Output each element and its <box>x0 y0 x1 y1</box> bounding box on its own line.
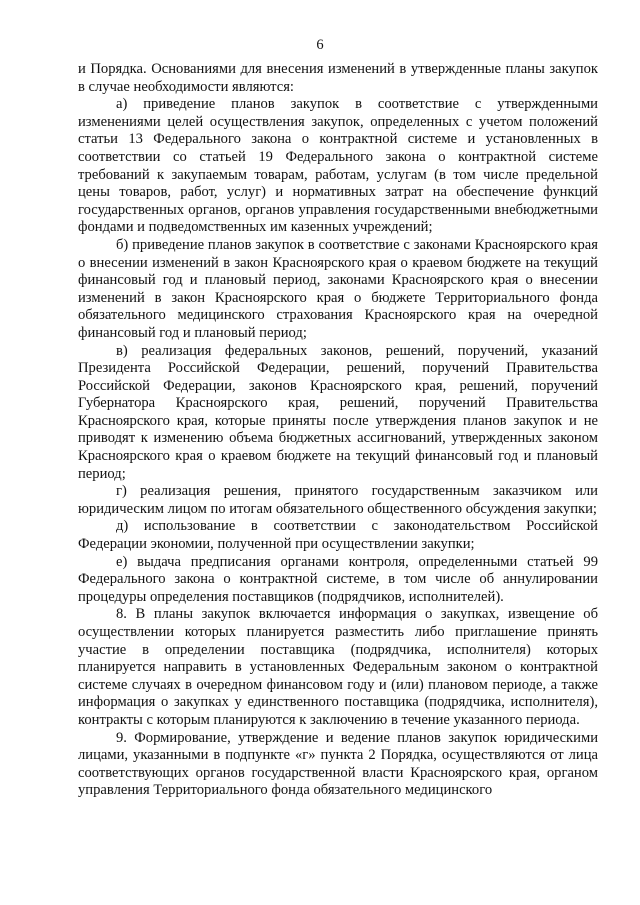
paragraph-item-g: г) реализация решения, принятого государственным заказчиком или юридическим лицом по итогам обязательного общественного обсуждения закупки; <box>78 483 598 517</box>
paragraph-item-a: а) приведение планов закупок в соответствие с утвержденными изменениями целей осуществления закупок, определенных с учетом положений статьи 13 Федерального закона о контрактной системе и установленных в соответствии со статьей 19 Федерального закона о контрактной системе требований к закупаемым товарам, работам, услугам (в том числе предельной цены товаров, работ, услуг) и нормативных затрат на обеспечение функций государственных органов, органов управления государственными внебюджетными фондами и подведомственных им казенных учреждений; <box>78 96 598 236</box>
page-number: 6 <box>316 37 324 53</box>
document-body <box>78 61 598 800</box>
paragraph-clause-9: 9. Формирование, утверждение и ведение планов закупок юридическими лицами, указанными в подпункте «г» пункта 2 Порядка, осуществляются от лица соответствующих органов государственной власти Красноярского края, органом управления Территориального фонда обязательного медицинского <box>78 729 598 799</box>
paragraph-intro: и Порядка. Основаниями для внесения изменений в утвержденные планы закупок в случае необходимости являются: <box>78 61 598 95</box>
paragraph-item-e: е) выдача предписания органами контроля, определенными статьей 99 Федерального закона о контрактной системе, в том числе об аннулировании процедуры определения поставщиков (подрядчиков, исполнителей). <box>78 553 598 605</box>
paragraph-clause-8: 8. В планы закупок включается информация о закупках, извещение об осуществлении которых планируется разместить либо приглашение принять участие в определении поставщика (подрядчика, исполнителя) которых планируется направить в установленных Федеральным законом о контрактной системе случаях в очередном финансовом году и (или) плановом периоде, а также информация о закупках у единственного поставщика (подрядчика, исполнителя), контракты с которым планируются к заключению в течение указанного периода. <box>78 606 598 728</box>
paragraph-item-v: в) реализация федеральных законов, решений, поручений, указаний Президента Российской Федерации, решений, поручений Правительства Российской Федерации, законов Красноярского края, решений, поручений Губернатора Красноярского края, решений, поручений Правительства Красноярского края, которые приняты после утверждения планов закупок и не приводят к изменению объема бюджетных ассигнований, утвержденных законом Красноярского края о краевом бюджете на текущий финансовый год и плановый период; <box>78 342 598 482</box>
paragraph-item-d: д) использование в соответствии с законодательством Российской Федерации экономии, полученной при осуществлении закупки; <box>78 518 598 553</box>
paragraph-item-b: б) приведение планов закупок в соответствие с законами Красноярского края о внесении изменений в закон Красноярского края о краевом бюджете на текущий финансовый год и плановый период, законами Красноярского края о внесении изменений в закон Красноярского края о бюджете Территориального фонда обязательного медицинского страхования Красноярского края на очередной финансовый год и плановый период; <box>78 236 598 341</box>
